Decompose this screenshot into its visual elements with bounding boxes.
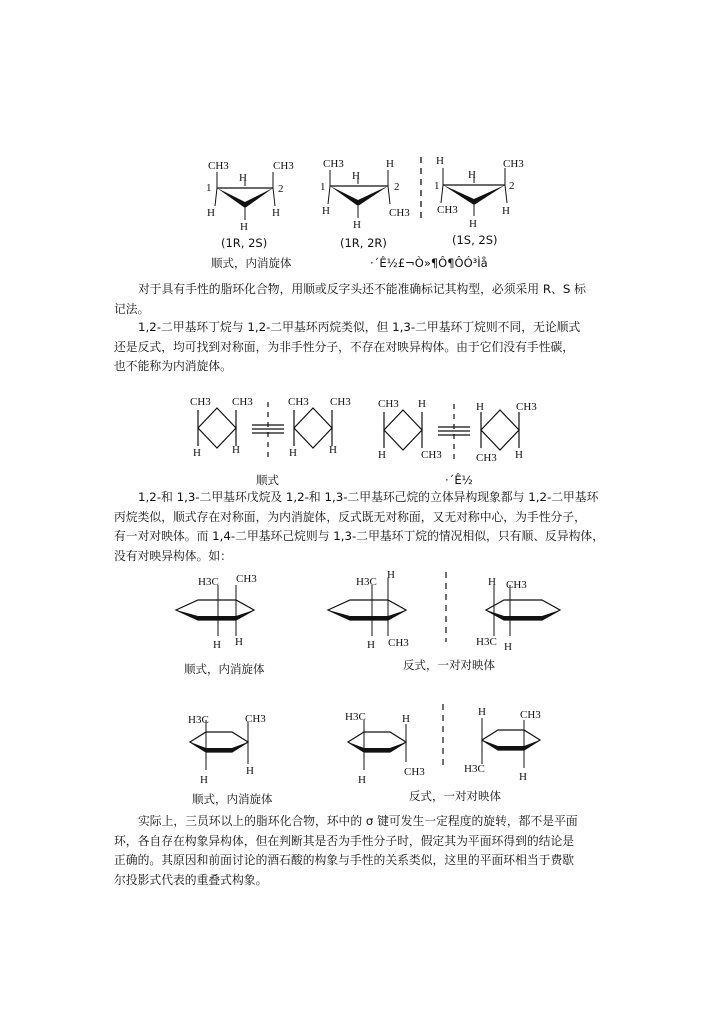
m3-num-2: 2 — [509, 180, 515, 192]
m3-h-right: H — [502, 205, 510, 217]
m1-h-top: H — [239, 172, 247, 184]
m2-config: (1R, 2R) — [340, 236, 387, 250]
m1-h-left: H — [207, 207, 215, 219]
rd-h-right: H — [246, 765, 254, 777]
rb-h-bottom: H — [367, 639, 375, 651]
re-h-bottom: H — [358, 774, 366, 786]
m1-ch3-right: CH3 — [273, 160, 294, 172]
ring-f — [482, 718, 540, 768]
figure1-caption-trans: ·´Ê½£¬Ò»¶Ô¶ÔÓ³Ìå — [370, 256, 488, 270]
figure-12-dimethylcyclohexane — [0, 565, 724, 685]
cb2-ch3-right: CH3 — [330, 396, 351, 408]
m2-h-right: H — [386, 158, 394, 170]
ring-d — [190, 720, 248, 770]
cb1-ch3-left: CH3 — [190, 396, 211, 408]
cb2-ch3-left: CH3 — [288, 396, 309, 408]
figure1-caption-cis: 顺式，内消旋体 — [211, 256, 292, 270]
cb3-h-right: H — [418, 398, 426, 410]
cyclopropane-cis-meso — [206, 160, 294, 250]
m2-num-2: 2 — [394, 181, 400, 193]
cb3-h-left: H — [378, 449, 386, 461]
figure2-caption-cis: 顺式 — [256, 473, 279, 487]
m1-config: (1R, 2S) — [221, 236, 268, 250]
m3-h-left: H — [436, 155, 444, 167]
m2-h-bottom: H — [353, 219, 361, 231]
figure-cyclopropanes — [0, 150, 724, 275]
cb3-ch3-bottom: CH3 — [421, 449, 442, 461]
cb2-h-right: H — [329, 444, 337, 456]
ring-a — [176, 585, 254, 636]
ra-h3c: H3C — [198, 576, 219, 588]
cyclopropane-trans-a — [320, 158, 410, 250]
m3-ch3-right: CH3 — [503, 158, 524, 170]
m1-num-1: 1 — [206, 182, 212, 194]
paragraph-conformation: 实际上，三员环以上的脂环化合物，环中的 σ 键可发生一定程度的旋转，都不是平面 环，各自存在构象异构体，但在判断其是否为手性分子时，假定其为平面环得到的结论是 正确的。其原因和前面讨论的酒石酸的构象与手性的关系类似，这里的平面环相当于费歇 尔投影式代表的重叠式构象。 — [114, 814, 578, 887]
m1-h-right: H — [272, 207, 280, 219]
m2-num-1: 1 — [320, 181, 326, 193]
figure-14-dimethylcyclohexane — [0, 700, 724, 810]
re-h-top: H — [402, 713, 410, 725]
cb2-h-left: H — [289, 447, 297, 459]
ra-h-left: H — [213, 639, 221, 651]
rd-h3c: H3C — [188, 714, 209, 726]
re-h3c: H3C — [345, 711, 366, 723]
figure2-caption-trans: ·´Ê½ — [445, 473, 473, 487]
rf-h-bottom: H — [519, 771, 527, 783]
cb1-h-right: H — [232, 444, 240, 456]
figure4-caption-cis: 顺式，内消旋体 — [192, 792, 273, 806]
rc-h-bottom: H — [504, 641, 512, 653]
m3-config: (1S, 2S) — [452, 233, 498, 247]
m2-h-left: H — [322, 205, 330, 217]
rf-h3c: H3C — [464, 763, 485, 775]
rf-ch3-top: CH3 — [520, 709, 541, 721]
cyclopropane-trans-b — [434, 155, 524, 247]
cb4-h-right: H — [515, 449, 523, 461]
figure3-caption-trans: 反式，一对对映体 — [403, 658, 495, 672]
m1-h-bottom: H — [240, 221, 248, 233]
cb4-ch3-right: CH3 — [516, 401, 537, 413]
rc-h3c: H3C — [476, 636, 497, 648]
cb1-h-left: H — [193, 447, 201, 459]
m3-h-bottom: H — [469, 218, 477, 230]
m1-ch3-left: CH3 — [208, 160, 229, 172]
rc-ch3-top: CH3 — [506, 579, 527, 591]
figure4-caption-trans: 反式，一对对映体 — [409, 789, 501, 803]
m1-num-2: 2 — [278, 183, 284, 195]
m3-h-top: H — [468, 169, 476, 181]
ra-ch3: CH3 — [236, 573, 257, 585]
m3-ch3-left: CH3 — [437, 204, 458, 216]
rd-ch3: CH3 — [245, 713, 266, 725]
rb-h3c: H3C — [356, 576, 377, 588]
m2-h-top: H — [352, 170, 360, 182]
ring-e — [348, 720, 406, 770]
ra-h-right: H — [235, 636, 243, 648]
rd-h-bottom: H — [200, 774, 208, 786]
m3-num-1: 1 — [434, 180, 440, 192]
paragraph-cyclobutane: 1,2-二甲基环丁烷与 1,2-二甲基环丙烷类似，但 1,3-二甲基环丁烷则不同，无论顺式 还是反式，均可找到对称面，为非手性分子，不存在对映异构体。由于它们没有手性碳， 也不能称为内消旋体。 — [114, 320, 581, 373]
cb1-ch3-right: CH3 — [232, 396, 253, 408]
paragraph-cyclopentane-cyclohexane: 1,2-和 1,3-二甲基环戊烷及 1,2-和 1,3-二甲基环己烷的立体异构现象都与 1,2-二甲基环 丙烷类似，顺式存在对称面，为内消旋体，反式既无对称面，又无对称中心，为手性分子， 有一对对映体。而 1,4-二甲基环己烷则与 1,3-二甲基环丁烷的情况相似，只有顺、反异构体， 没有对映异构体。如： — [114, 490, 605, 563]
ring-c — [486, 585, 560, 636]
cb4-h-left: H — [476, 401, 484, 413]
m2-ch3-bottom: CH3 — [389, 207, 410, 219]
rb-h-top: H — [387, 569, 395, 581]
figure-cyclobutanes — [0, 390, 724, 490]
rb-ch3-bottom: CH3 — [388, 637, 409, 649]
figure3-caption-cis: 顺式，内消旋体 — [184, 662, 265, 676]
rc-h-top: H — [488, 576, 496, 588]
paragraph-rs-notation: 对于具有手性的脂环化合物，用顺或反字头还不能准确标记其构型，必须采用 R、S 标 记法。 — [114, 282, 586, 316]
cb3-ch3-left: CH3 — [378, 398, 399, 410]
cb4-ch3-bottom: CH3 — [476, 452, 497, 464]
re-ch3-bottom: CH3 — [404, 766, 425, 778]
m2-ch3-left: CH3 — [323, 158, 344, 170]
rf-h-top: H — [478, 706, 486, 718]
